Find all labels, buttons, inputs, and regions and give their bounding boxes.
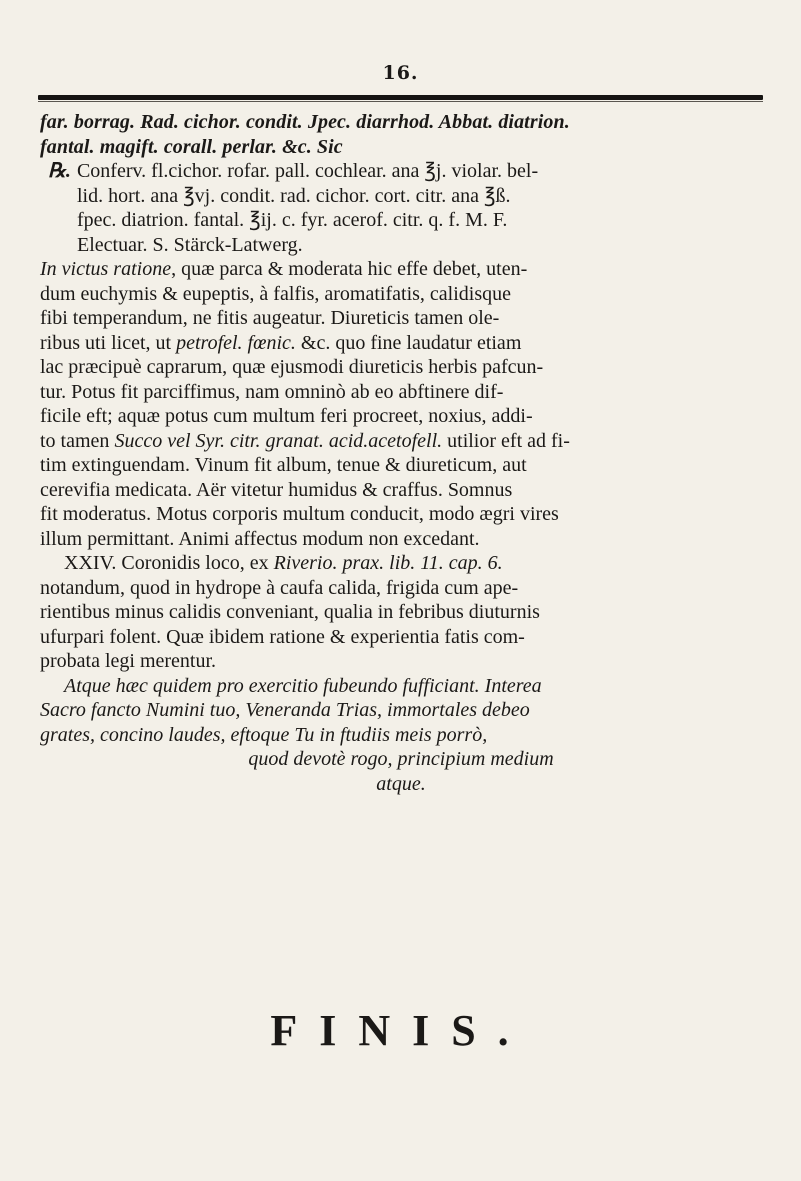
paragraph-line: fibi temperandum, ne fitis augeatur. Diureticis tamen ole- — [40, 307, 500, 329]
paragraph-line: notandum, quod in hydrope à caufa calida, frigida cum ape- — [40, 576, 519, 599]
header-rule — [38, 95, 763, 100]
ingredient-line-2: fantal. magift. corall. perlar. &c. Sic — [40, 135, 343, 158]
italic-phrase: In victus ratione — [40, 258, 172, 280]
italic-phrase: petrofel. fœnic. — [176, 331, 296, 354]
paragraph-line: tur. Potus fit parciffimus, nam omninò ab eo abftinere dif- — [40, 380, 504, 403]
body-text — [40, 110, 762, 796]
closing-line: grates, concino laudes, eftoque Tu in ftudiis meis porrò, — [40, 723, 488, 746]
paragraph-line: fit moderatus. Motus corporis multum conducit, modo ægri vires — [40, 503, 559, 525]
citation: Riverio. prax. lib. 11. cap. 6. — [273, 552, 503, 574]
recipe-text: Conferv. fl.cichor. rofar. pall. cochlear. ana ℥j. violar. bel- — [76, 160, 539, 182]
closing-line: quod devotè rogo, principium medium — [248, 748, 554, 770]
text-run: XXIV. Coronidis loco, ex — [64, 552, 274, 574]
section-heading-line — [40, 551, 762, 576]
ingredient-line-1: far. borrag. Rad. cichor. condit. Jpec. diarrhod. Abbat. diatrion. — [40, 111, 570, 133]
text-run: to tamen — [40, 429, 115, 452]
recipe-line-3: fpec. diatrion. fantal. ℥ij. c. fyr. acerof. citr. q. f. M. F. — [77, 209, 508, 231]
closing-line: Sacro fancto Numini tuo, Veneranda Trias, immortales debeo — [40, 699, 530, 721]
paragraph-line — [40, 257, 762, 282]
paragraph-line: rientibus minus calidis conveniant, qualia in febribus diuturnis — [40, 601, 540, 623]
recipe-symbol: ℞. — [48, 160, 71, 182]
closing-line: Atque hæc quidem pro exercitio fubeundo fufficiant. Interea — [64, 674, 542, 697]
italic-phrase: Succo vel Syr. citr. granat. acid.acetofell. — [114, 429, 443, 452]
paragraph-line: lac præcipuè caprarum, quæ ejusmodi diureticis herbis pafcun- — [40, 356, 544, 378]
paragraph-line: probata legi merentur. — [40, 650, 217, 672]
closing-line: atque. — [376, 772, 426, 795]
paragraph-line: ficile eft; aquæ potus cum multum feri procreet, noxius, addi- — [40, 405, 533, 427]
text-run: &c. quo fine laudatur etiam — [295, 331, 522, 354]
recipe-line-2: lid. hort. ana ℥vj. condit. rad. cichor. cort. citr. ana ℥ß. — [77, 184, 511, 207]
recipe-line-4: Electuar. S. Stärck-Latwerg. — [77, 233, 303, 256]
text-run: , quæ parca & moderata hic effe debet, uten- — [171, 258, 528, 280]
page-number: 16. — [382, 62, 419, 84]
recipe-line — [40, 159, 762, 184]
text-run: ribus uti licet, ut — [40, 331, 177, 354]
paragraph-line: dum euchymis & eupeptis, à falfis, aromatifatis, calidisque — [40, 282, 511, 305]
paragraph-line: tim extinguendam. Vinum fit album, tenue & diureticum, aut — [40, 454, 527, 476]
text-run: utilior eft ad fi- — [442, 429, 570, 452]
paragraph-line — [40, 331, 762, 356]
finis-colophon: FINIS. — [270, 1006, 531, 1055]
paragraph-line: cerevifia medicata. Aër vitetur humidus & craffus. Somnus — [40, 478, 513, 501]
paragraph-line — [40, 429, 762, 454]
paragraph-line: ufurpari folent. Quæ ibidem ratione & experientia fatis com- — [40, 625, 525, 648]
paragraph-line: illum permittant. Animi affectus modum non excedant. — [40, 527, 480, 550]
